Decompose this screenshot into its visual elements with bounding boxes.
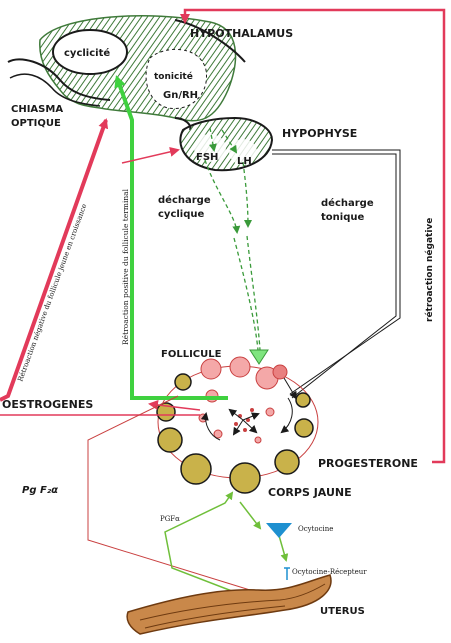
follicule-label: FOLLICULE — [161, 349, 222, 360]
decharge-tonique-line2: tonique — [321, 212, 365, 223]
corps-jaune-label: CORPS JAUNE — [268, 486, 352, 499]
pgfa-label: PGFα — [160, 515, 180, 523]
ocytocine-marker — [266, 523, 292, 538]
ocytocine-label: Ocytocine — [298, 525, 334, 533]
ovary — [157, 357, 318, 493]
chiasma-label-line2: OPTIQUE — [11, 118, 61, 129]
ocytocine-receptor-symbol — [284, 568, 290, 580]
uterus-label: UTERUS — [320, 606, 365, 617]
gnrh-label: Gn/RH — [163, 90, 199, 101]
decharge-tonique-line1: décharge — [321, 198, 374, 209]
oestrogenes-label: OESTROGENES — [2, 398, 94, 411]
fsh-label: FSH — [196, 152, 219, 163]
hypophyse — [175, 118, 272, 170]
cyclicite-label: cyclicité — [64, 48, 111, 59]
retroaction-negative-right-label: rétroaction négative — [425, 217, 435, 322]
progesterone-label: PROGESTERONE — [318, 457, 418, 470]
chiasma-label-line1: CHIASMA — [11, 104, 64, 115]
retroaction-positive-label: Rétroaction positive du follicule terminal — [121, 188, 130, 345]
decharge-cyclique-line2: cyclique — [158, 209, 205, 220]
decharge-cyclique-line1: décharge — [158, 195, 211, 206]
pgf2a-lines — [88, 396, 250, 590]
lh-label: LH — [237, 156, 252, 167]
hypothalamus-label: HYPOTHALAMUS — [190, 27, 294, 40]
tonic-discharge-lines — [272, 150, 400, 398]
tonicite-label: tonicité — [154, 72, 193, 82]
retroaction-negative-left-label: Rétroaction négative du follicule jeune en croissance — [16, 202, 89, 383]
ocytocine-recepteur-label: Ocytocine-Récepteur — [292, 568, 367, 576]
hypophyse-label: HYPOPHYSE — [282, 127, 358, 140]
pgf2a-label: Pg F₂α — [22, 485, 59, 496]
corps-jaune-group — [157, 374, 313, 493]
